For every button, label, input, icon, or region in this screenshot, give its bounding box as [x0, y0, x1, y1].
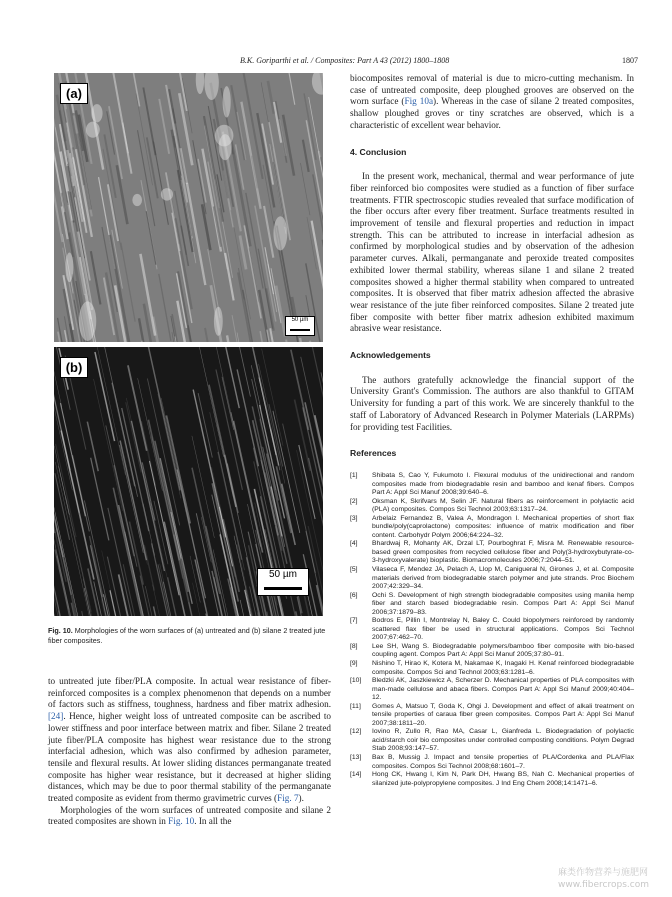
reference-text: Shibata S, Cao Y, Fukumoto I. Flexural modulus of the unidirectional and random composites made from biodegradable resin and bamboo and kenaf fibers. Compos Part A: Appl Sci Manuf 2008;39:640–6.	[372, 471, 634, 497]
text-run: Morphologies of the worn surfaces of untreated composite and silane 2 treated composites are shown in	[48, 804, 331, 827]
reference-number: [4]	[350, 540, 358, 548]
surface-texture	[202, 204, 210, 250]
body-paragraph	[48, 805, 331, 828]
caption-text: Morphologies of the worn surfaces of (a) untreated and (b) silane 2 treated jute fiber composites.	[48, 626, 326, 645]
acknowledgements-paragraph: The authors gratefully acknowledge the financial support of the University Grant's Commission. The authors are also thankful to GITAM University for funding a part of this work. We are sincerely thankful to the staff of Laboratory of Advanced Research in Polymer Materials (LARPMs) for providing test Facilities.	[350, 374, 634, 432]
conclusion-paragraph: In the present work, mechanical, thermal and wear performance of jute fiber reinforced bio composites were studied as a function of fiber surface treatments. FTIR spectroscopic studies revealed that surface modification of the fiber occurs after every fiber treatment. Surface treatments resulted in improvement of tensile and flexural properties and reduction in impact strength. This can be attributed to increase in interfacial adhesion as confirmed by morphological studies and by observation of the adhesion parameter curves. Alkali, permanganate and peroxide treated composites exhibited lower thermal stability, whereas silane 1 and silane 2 treated composites showed a higher thermal stability when compared to untreated composites. It is observed that fiber matrix adhesion affected the abrasive wear resistance of the jute fiber reinforced composites. Silane 2 treated jute fiber composite with better fiber matrix adhesion exhibited maximum abrasive wear resistance.	[350, 171, 634, 334]
conclusion-heading: 4. Conclusion	[350, 146, 407, 157]
surface-texture	[271, 268, 281, 323]
surface-texture	[283, 115, 294, 176]
surface-texture	[227, 335, 234, 342]
discussion-continuation	[350, 73, 634, 132]
reference-list	[350, 472, 634, 788]
surface-texture	[97, 347, 125, 475]
surface-debris	[312, 73, 323, 95]
surface-debris	[196, 73, 204, 94]
surface-debris	[86, 122, 100, 138]
surface-texture	[260, 405, 285, 518]
surface-texture	[205, 328, 211, 342]
surface-texture	[198, 393, 212, 457]
surface-texture	[227, 463, 238, 512]
citation-link[interactable]: [24]	[48, 711, 64, 722]
reference-text: Hong CK, Hwang I, Kim N, Park DH, Hwang BS, Nah C. Mechanical properties of silanized jute-polypropylene composites. J Ind Eng Chem 2008;14:1471–6.	[372, 771, 634, 787]
surface-texture	[196, 513, 224, 616]
site-watermark	[558, 867, 649, 891]
reference-number: [10]	[350, 677, 362, 685]
reference-text: Bledzki AK, Jaszkiewicz A, Scherzer D. Mechanical properties of PLA composites with man-made cellulose and abaca fibers. Compos Part A: Appl Sci Manuf 2009;40:404–12.	[372, 677, 634, 702]
surface-texture	[237, 333, 245, 342]
surface-texture	[117, 165, 128, 224]
surface-texture	[232, 315, 241, 342]
scale-bar-a-line	[290, 329, 310, 331]
reference-number: [6]	[350, 591, 358, 599]
reference-number: [11]	[350, 702, 361, 710]
running-header	[0, 56, 672, 68]
text-run: ). Whereas in the case of silane 2 treated composites, shallow ploughed groves or tiny scratches are observed, which is a characteristic of excellent wear behavior.	[350, 96, 634, 130]
surface-texture	[129, 522, 143, 585]
reference-item	[350, 754, 634, 771]
panel-a-label: (a)	[60, 83, 88, 104]
text-run: ).	[298, 793, 304, 804]
surface-debris	[223, 86, 231, 117]
citation-link[interactable]: Fig. 7	[277, 793, 299, 804]
reference-item	[350, 540, 634, 566]
left-column-body	[48, 676, 331, 828]
caption-label: Fig. 10.	[48, 626, 73, 635]
reference-item	[350, 515, 634, 541]
reference-number: [7]	[350, 617, 358, 625]
surface-debris	[161, 188, 173, 201]
surface-texture	[60, 403, 85, 516]
right-column	[350, 73, 634, 788]
reference-text: Vilaseca F, Mendez JA, Pelach A, Llop M, Canigueral N, Girones J, et al. Composite materials derived from biodegradable starch polymer and jute strands. Proc Biochem 2007;42:329–34.	[372, 566, 634, 591]
reference-item	[350, 472, 634, 498]
surface-texture	[244, 225, 261, 318]
citation-link[interactable]: Fig 10a	[404, 96, 434, 107]
surface-texture	[303, 140, 309, 172]
watermark-line-1: 麻类作物营养与施肥网	[558, 868, 649, 878]
reference-item	[350, 643, 634, 660]
surface-texture	[289, 73, 295, 105]
reference-item	[350, 728, 634, 754]
reference-number: [14]	[350, 771, 362, 779]
reference-text: Bax B, Mussig J. Impact and tensile properties of PLA/Cordenka and PLA/Flax composites. Compos Sci Technol 2008;68:1601–7.	[372, 754, 634, 770]
reference-text: Nishino T, Hirao K, Kotera M, Nakamae K, Inagaki H. Kenaf reinforced biodegradable composite. Compos Sci and Technol 2003;63:1281–6.	[372, 660, 634, 676]
reference-item	[350, 617, 634, 643]
surface-texture	[268, 81, 274, 114]
surface-texture	[125, 532, 148, 616]
surface-texture	[286, 340, 298, 342]
surface-texture	[312, 221, 323, 301]
surface-texture	[113, 73, 132, 174]
surface-texture	[166, 85, 187, 203]
reference-item	[350, 660, 634, 677]
surface-texture	[95, 352, 115, 441]
surface-texture	[128, 365, 147, 451]
surface-texture	[310, 341, 317, 342]
surface-texture	[291, 350, 309, 430]
figure-panel-a	[54, 73, 323, 342]
reference-text: Ochi S. Development of high strength biodegradable composites using manila hemp fiber and starch based biodegradable resin. Compos Part A: Appl Sci Manuf 2006;37:1879–83.	[372, 591, 634, 616]
surface-debris	[79, 301, 96, 341]
reference-number: [2]	[350, 497, 358, 505]
acknowledgements-heading: Acknowledgements	[350, 350, 431, 361]
surface-texture	[276, 286, 285, 337]
surface-texture	[91, 458, 109, 541]
reference-item	[350, 498, 634, 515]
reference-item	[350, 677, 634, 703]
reference-number: [9]	[350, 660, 358, 668]
figure-caption	[48, 626, 328, 645]
reference-text: Gomes A, Matsuo T, Goda K, Ohgi J. Development and effect of alkali treatment on tensile properties of caraua fiber green composites. Compos Part A: Appl Sci Manuf 2007;38:1811–20.	[372, 702, 634, 727]
surface-texture	[82, 611, 103, 616]
reference-item	[350, 566, 634, 592]
surface-debris	[214, 307, 223, 336]
surface-texture	[251, 365, 261, 409]
scale-bar-b-line	[264, 587, 302, 590]
reference-text: Iovino R, Zullo R, Rao MA, Casar L, Gianfreda L. Biodegradation of polylactic acid/starch coir bio composites under controlled composting conditions. Polym Degrad Stab 2008;93:147–57.	[372, 728, 634, 753]
reference-number: [3]	[350, 514, 358, 522]
reference-number: [8]	[350, 642, 358, 650]
surface-texture	[61, 431, 94, 580]
surface-texture	[102, 551, 112, 597]
surface-debris	[132, 194, 142, 206]
reference-item	[350, 771, 634, 788]
references-heading: References	[350, 448, 397, 459]
body-paragraph	[48, 676, 331, 805]
scale-bar-a	[285, 316, 315, 336]
surface-debris	[65, 252, 73, 282]
surface-texture	[91, 251, 101, 304]
reference-text: Oksman K, Skrifvars M, Selin JF. Natural fibers as reinforcement in polylactic acid (PLA) composites. Compos Sci Technol 2003;63:1317–24.	[372, 497, 634, 514]
text-run: . In all the	[194, 816, 232, 827]
figure-panel-b	[54, 347, 323, 616]
scale-bar-b	[257, 568, 309, 596]
surface-texture	[322, 240, 323, 300]
reference-text: Bhardwaj R, Mohanty AK, Drzal LT, Pourboghrat F, Misra M. Renewable resource-based green composites from recycled cellulose fiber and Poly(3-hydroxybutyrate-co-3-hydroxyvalerate) bioplastic. Biomacromolecules 2006;7:2044–51.	[372, 540, 634, 565]
surface-texture	[59, 466, 70, 514]
scale-bar-b-label: 50 µm	[269, 569, 297, 580]
reference-text: Arbelaiz Fernandez B, Valea A, Mondragon I. Mechanical properties of short flax bundle/poly(caprolactone) composites: influence of matrix modification and fiber content. Carbohydr Polym 2006;64:224–32.	[372, 514, 634, 539]
reference-text: Bodros E, Pillin I, Montrelay N, Baley C. Could biopolymers reinforced by randomly scattered flax fiber be used in structural applications. Compos Sci Technol 2007;67:462–70.	[372, 617, 634, 642]
surface-texture	[189, 602, 216, 616]
citation-link[interactable]: Fig. 10	[168, 816, 195, 827]
surface-texture	[108, 184, 118, 241]
surface-texture	[136, 93, 153, 185]
reference-number: [13]	[350, 754, 362, 762]
panel-b-label: (b)	[60, 357, 88, 378]
watermark-line-2: www.fibercrops.com	[558, 880, 649, 890]
text-run: . Hence, higher weight loss of untreated composite can be ascribed to lower stiffness and poor interface between matrix and fiber. Silane 2 treated jute fiber/PLA composite has highest wear resistance due to the strong interfacial adhesion, which was also confirmed by adhesion parameter, tensile and flexural results. At lower sliding distances permanganate treated composite has higher wear resistance, but it decreased at higher sliding distances, which may be due to poor thermal stability of the permanganate treated composite as evident from thermo gravimetric curves (	[48, 711, 331, 804]
surface-texture	[114, 465, 134, 556]
surface-debris	[215, 125, 234, 147]
reference-number: [5]	[350, 566, 358, 573]
surface-texture	[266, 288, 274, 330]
reference-text: Lee SH, Wang S. Biodegradable polymers/bamboo fiber composite with bio-based coupling agent. Compos Part A: Appl Sci Manuf 2005;37:80–91.	[372, 642, 634, 659]
running-title: B.K. Goriparthi et al. / Composites: Part A 43 (2012) 1800–1808	[240, 56, 450, 65]
scale-bar-a-label: 50 µm	[291, 317, 309, 323]
reference-number: [12]	[350, 728, 362, 736]
text-run: biocomposites removal of material is due to micro-cutting mechanism. In case of untreated composite, deep ploughed grooves are observed on the worn surface (	[350, 73, 634, 107]
reference-number: [1]	[350, 471, 358, 479]
surface-texture	[159, 274, 171, 341]
surface-texture	[224, 347, 239, 408]
surface-texture	[239, 347, 251, 397]
surface-texture	[171, 512, 181, 558]
surface-texture	[87, 422, 98, 472]
reference-item	[350, 592, 634, 618]
surface-texture	[201, 517, 211, 563]
surface-debris	[204, 73, 218, 100]
surface-texture	[159, 99, 169, 154]
page-number: 1807	[622, 56, 638, 65]
reference-item	[350, 703, 634, 729]
surface-debris	[273, 216, 287, 250]
sem-image-untreated	[54, 73, 323, 342]
surface-debris	[91, 104, 102, 122]
text-run: to untreated jute fiber/PLA composite. In actual wear resistance of fiber-reinforced composites is a complex phenomenon that depends on a number of factors such as stiffness, toughness, hardness and fiber matrix adhesion.	[48, 676, 331, 710]
surface-texture	[296, 611, 316, 616]
surface-texture	[146, 211, 156, 265]
surface-texture	[133, 73, 139, 106]
surface-texture	[270, 328, 284, 342]
